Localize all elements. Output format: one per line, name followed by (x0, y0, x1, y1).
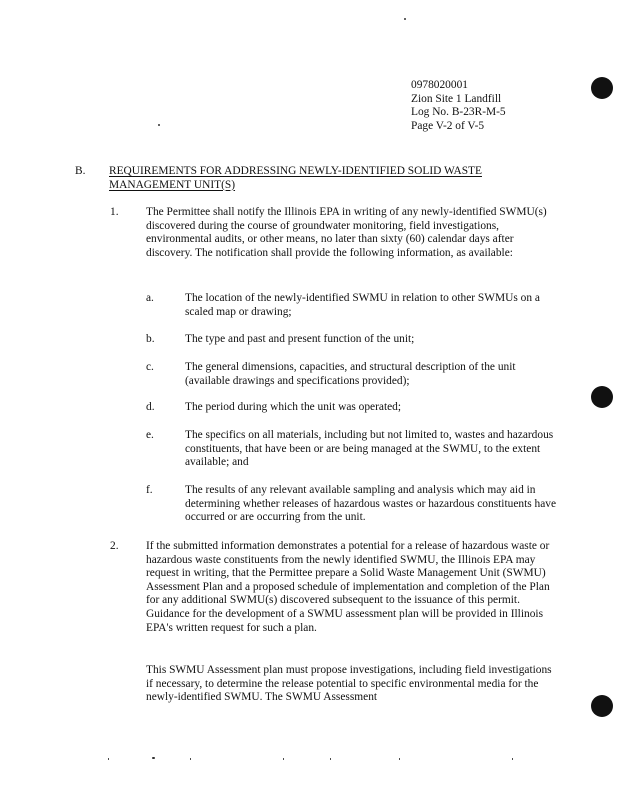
section-heading-line1: REQUIREMENTS FOR ADDRESSING NEWLY-IDENTIFIED SOLID WASTE (109, 165, 482, 177)
subitem-f-text: The results of any relevant available sampling and analysis which may aid in determining whether releases of hazardous wastes or hazardous constituents have occurred or are occurring from the unit. (185, 484, 557, 524)
scan-speck (512, 758, 513, 760)
scan-speck (283, 758, 284, 760)
subitem-a-letter: a. (146, 292, 154, 304)
scan-speck (404, 18, 406, 20)
document-header (411, 79, 506, 133)
item-2-number: 2. (110, 540, 119, 552)
scan-speck (190, 758, 191, 760)
subitem-e-letter: e. (146, 429, 154, 441)
document-number: 0978020001 (411, 79, 468, 91)
punch-hole-bottom (591, 695, 613, 717)
scan-speck (330, 758, 331, 760)
subitem-a-text: The location of the newly-identified SWMU in relation to other SWMUs on a scaled map or drawing; (185, 292, 540, 318)
item-1-number: 1. (110, 206, 119, 218)
subitem-c-text: The general dimensions, capacities, and structural description of the unit (available drawings and specifications provided); (185, 361, 516, 387)
scan-speck (399, 758, 400, 760)
subitem-c-letter: c. (146, 361, 154, 373)
section-heading (109, 165, 549, 192)
subitem-f-letter: f. (146, 484, 153, 496)
item-1-text: The Permittee shall notify the Illinois EPA in writing of any newly-identified SWMU(s) discovered during the course of groundwater monitoring, field investigations, environmental audits, or other means, no later than sixty (60) calendar days after discovery. The notification shall provide the following information, as available: (146, 206, 547, 259)
punch-hole-middle (591, 386, 613, 408)
item-2-continuation: This SWMU Assessment plan must propose investigations, including field investigations if necessary, to determine the release potential to specific environmental media for the newly-identified SWMU. The SWMU Assessment (146, 664, 552, 704)
site-name: Zion Site 1 Landfill (411, 92, 502, 105)
section-letter: B. (75, 165, 86, 177)
subitem-b-text: The type and past and present function of the unit; (185, 333, 415, 345)
item-2-text: If the submitted information demonstrates a potential for a release of hazardous waste or hazardous waste constituents from the newly identified SWMU, the Illinois EPA may request in writing, that the Permittee prepare a Solid Waste Management Unit (SWMU) Assessment Plan and a proposed schedule of implementation and completion of the Plan for any additional SWMU(s) discovered subsequent to the issuance of this permit. Guidance for the development of a SWMU assessment plan will be provided in Illinois EPA's written request for such a plan. (146, 540, 550, 634)
page-number: Page V-2 of V-5 (411, 119, 485, 132)
subitem-d-letter: d. (146, 401, 155, 413)
subitem-d-text: The period during which the unit was operated; (185, 401, 402, 413)
section-heading-line2: MANAGEMENT UNIT(S) (109, 178, 236, 191)
scan-speck (158, 124, 160, 126)
subitem-b-letter: b. (146, 333, 155, 345)
scan-speck (152, 757, 155, 759)
log-number: Log No. B-23R-M-5 (411, 106, 506, 119)
subitem-e-text: The specifics on all materials, including but not limited to, wastes and hazardous constituents, that have been or are being managed at the SWMU, to the extent available; and (185, 429, 554, 469)
punch-hole-top (591, 77, 613, 99)
scan-speck (108, 758, 109, 760)
